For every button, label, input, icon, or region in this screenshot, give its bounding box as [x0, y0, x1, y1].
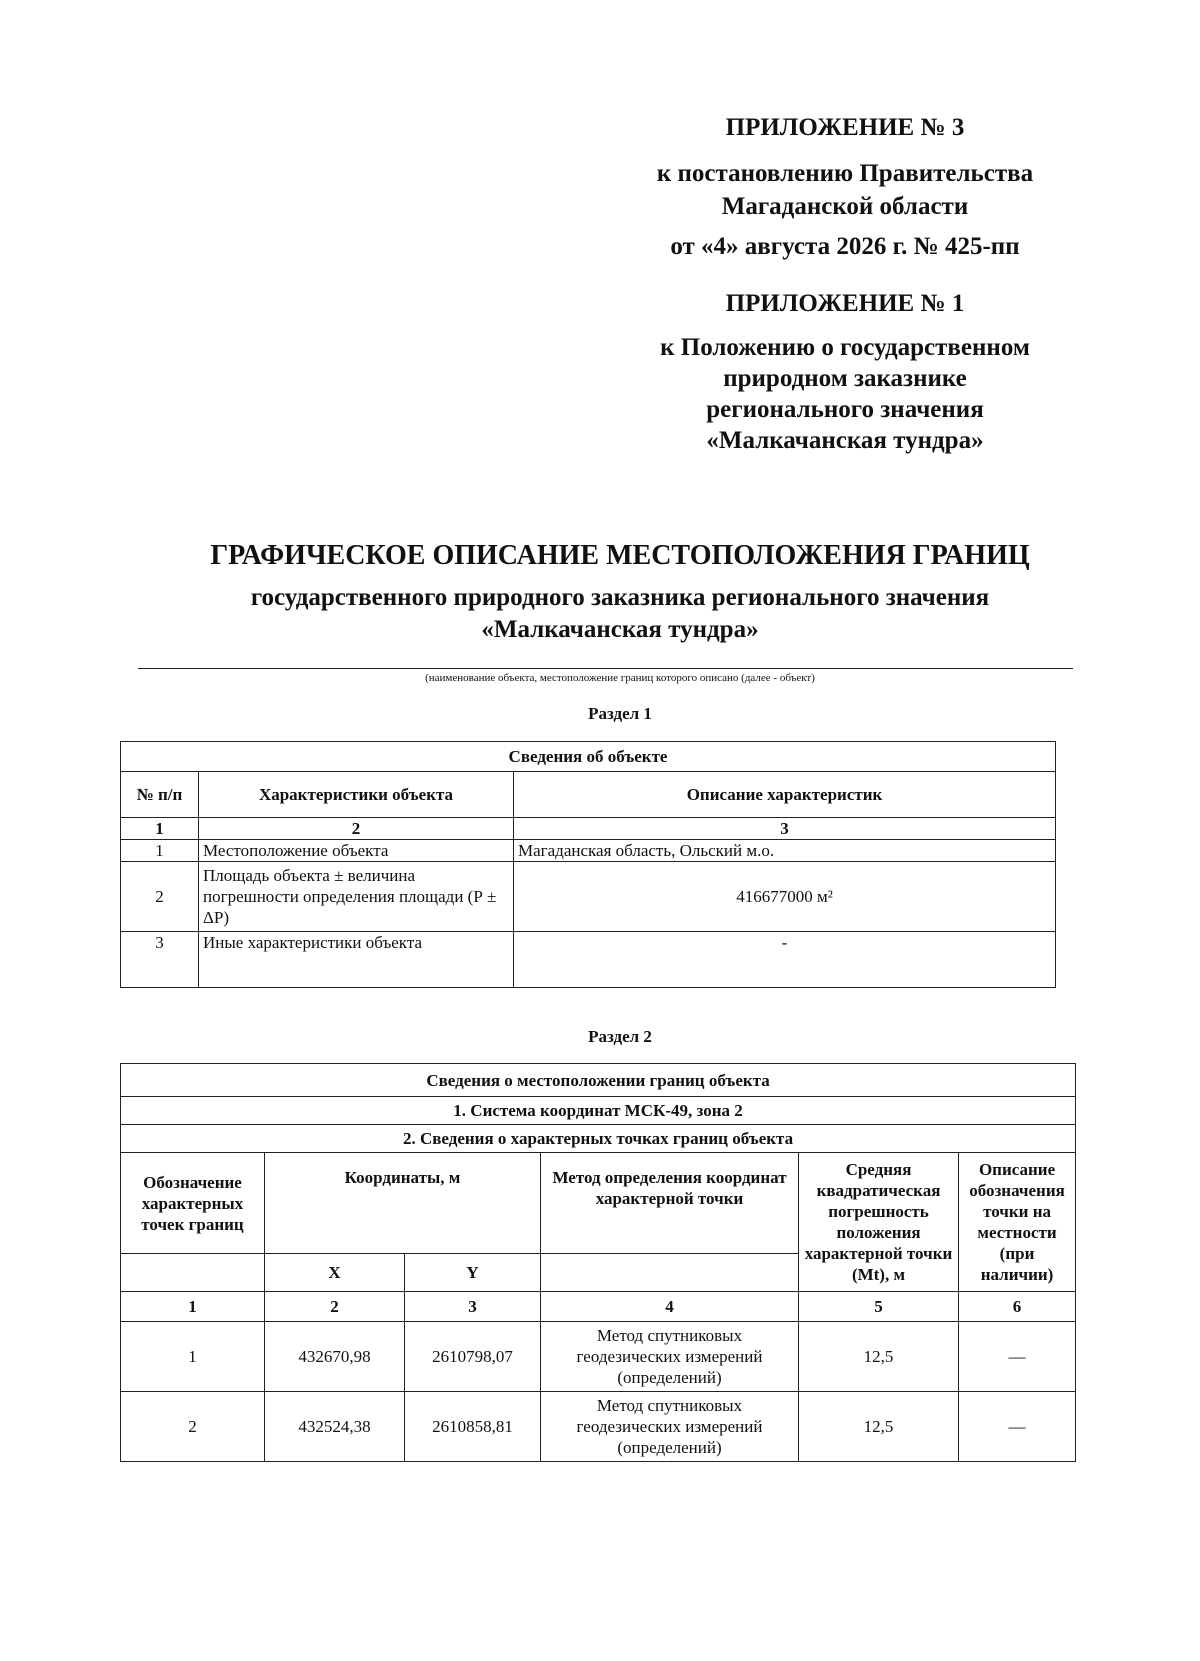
appendix3-line2: Магаданской области [721, 193, 969, 220]
col-header-method: Метод определения координат характерной точки [541, 1153, 799, 1254]
table-row [121, 1392, 1076, 1462]
appendix1-line2: природном заказнике [723, 365, 967, 392]
object-info-table [120, 741, 1056, 988]
col-header-characteristics: Характеристики объекта [199, 772, 514, 818]
appendix1-title: ПРИЛОЖЕНИЕ № 1 [725, 290, 965, 317]
table-row [121, 862, 1056, 932]
point-error: 12,5 [799, 1322, 959, 1392]
point-description: — [959, 1322, 1076, 1392]
index-cell: 6 [959, 1292, 1076, 1322]
index-cell: 2 [265, 1292, 405, 1322]
col-header-error: Средняя квадратическая погрешность положения характерной точки (Mt), м [799, 1153, 959, 1292]
col-header-description: Описание характеристик [514, 772, 1056, 818]
table-row [121, 1322, 1076, 1392]
row-characteristic: Иные характеристики объекта [199, 932, 514, 988]
point-x: 432524,38 [265, 1392, 405, 1462]
point-y: 2610798,07 [405, 1322, 541, 1392]
point-id: 2 [121, 1392, 265, 1462]
point-method: Метод спутниковых геодезических измерений (определений) [541, 1392, 799, 1462]
section1-label: Раздел 1 [588, 704, 652, 723]
row-description: 416677000 м² [514, 862, 1056, 932]
index-cell: 1 [121, 818, 199, 840]
row-num: 2 [121, 862, 199, 932]
appendix3-title: ПРИЛОЖЕНИЕ № 3 [725, 114, 965, 141]
col-header-num: № п/п [121, 772, 199, 818]
document-subtitle-2: «Малкачанская тундра» [481, 616, 759, 643]
section2-label: Раздел 2 [588, 1027, 652, 1046]
boundary-points-table [120, 1063, 1076, 1462]
point-method: Метод спутниковых геодезических измерений (определений) [541, 1322, 799, 1392]
row-characteristic: Площадь объекта ± величина погрешности определения площади (Р ± ΔР) [199, 862, 514, 932]
index-cell: 4 [541, 1292, 799, 1322]
col-header-point: Обозначение характерных точек границ [121, 1153, 265, 1254]
table-title-2: 1. Система координат МСК-49, зона 2 [121, 1097, 1076, 1125]
col-header-coordinates: Координаты, м [265, 1153, 541, 1254]
table-title-1: Сведения о местоположении границ объекта [121, 1064, 1076, 1097]
title-caption: (наименование объекта, местоположение границ которого описано (далее - объект) [425, 672, 815, 684]
index-cell: 1 [121, 1292, 265, 1322]
title-underline [138, 668, 1073, 669]
document-subtitle-1: государственного природного заказника регионального значения [250, 584, 990, 611]
empty-cell [541, 1254, 799, 1292]
point-description: — [959, 1392, 1076, 1462]
col-header-x: X [265, 1254, 405, 1292]
point-x: 432670,98 [265, 1322, 405, 1392]
appendix1-line3: регионального значения [706, 396, 984, 423]
table-title-3: 2. Сведения о характерных точках границ объекта [121, 1125, 1076, 1153]
empty-cell [121, 1254, 265, 1292]
col-header-point-description: Описание обозначения точки на местности (при наличии) [959, 1153, 1076, 1292]
point-y: 2610858,81 [405, 1392, 541, 1462]
appendix3-line3: от «4» августа 2026 г. № 425-пп [670, 233, 1020, 260]
row-characteristic: Местоположение объекта [199, 840, 514, 862]
row-num: 1 [121, 840, 199, 862]
point-id: 1 [121, 1322, 265, 1392]
table-row [121, 840, 1056, 862]
appendix1-line4: «Малкачанская тундра» [706, 427, 984, 454]
col-header-y: Y [405, 1254, 541, 1292]
index-cell: 3 [514, 818, 1056, 840]
index-cell: 3 [405, 1292, 541, 1322]
row-description: Магаданская область, Ольский м.о. [514, 840, 1056, 862]
table-row [121, 932, 1056, 988]
row-num: 3 [121, 932, 199, 988]
appendix3-line1: к постановлению Правительства [656, 160, 1034, 187]
appendix1-line1: к Положению о государственном [660, 334, 1030, 361]
point-error: 12,5 [799, 1392, 959, 1462]
index-cell: 5 [799, 1292, 959, 1322]
row-description: - [514, 932, 1056, 988]
object-info-table-title: Сведения об объекте [121, 742, 1056, 772]
document-title: ГРАФИЧЕСКОЕ ОПИСАНИЕ МЕСТОПОЛОЖЕНИЯ ГРАНИЦ [210, 540, 1030, 571]
index-cell: 2 [199, 818, 514, 840]
